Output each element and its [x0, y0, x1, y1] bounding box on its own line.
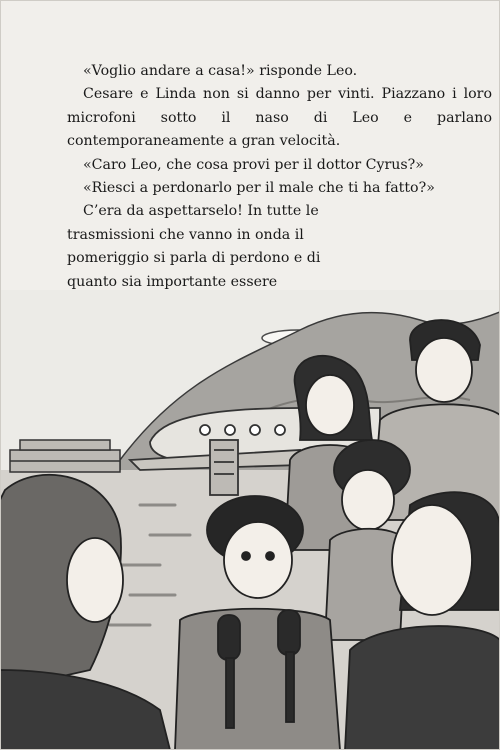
paragraph-1: «Voglio andare a casa!» risponde Leo.	[83, 63, 358, 79]
paragraph-2: Cesare e Linda non si danno per vinti. Piazzano i loro microfoni sotto il naso di Leo e parlano contemporaneamente a gran velocità.	[67, 86, 492, 150]
airport-interview-illustration	[0, 290, 500, 750]
terminal-building-icon	[10, 440, 120, 472]
paragraph-3: «Caro Leo, che cosa provi per il dottor Cyrus?»	[83, 156, 424, 173]
paragraph-5-text: C’era da aspettarselo! In tutte le trasmissioni che vanno in onda il pomeriggio si parla di perdono e di quanto sia importante essere	[67, 203, 321, 290]
paragraph-5	[67, 200, 327, 294]
paragraph-4: «Riesci a perdonarlo per il male che ti ha fatto?»	[83, 180, 435, 197]
